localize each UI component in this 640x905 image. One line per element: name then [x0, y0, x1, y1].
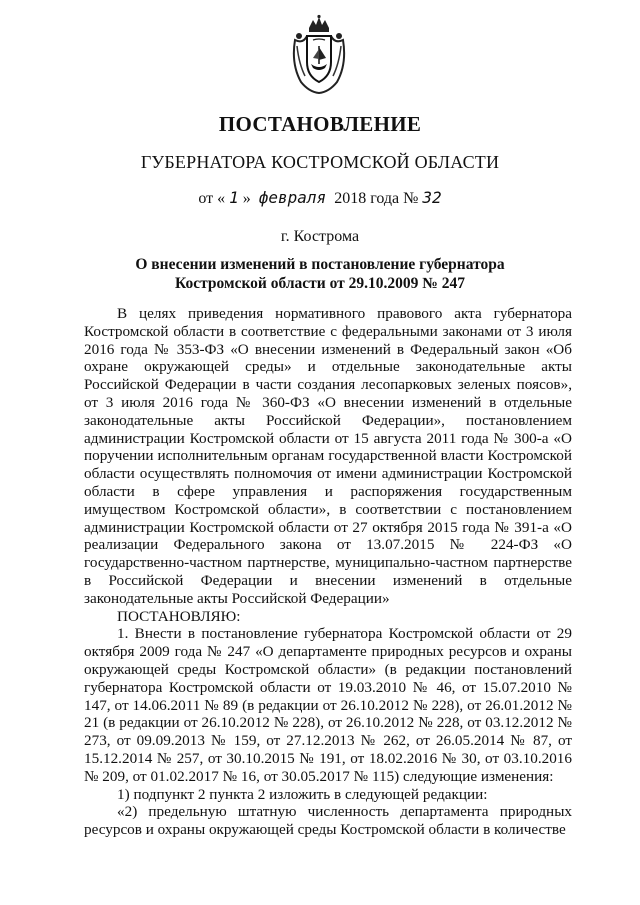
document-body: [84, 305, 572, 839]
date-prefix: от «: [198, 190, 226, 207]
quoted-subitem-paragraph: «2) предельную штатную численность департамента природных ресурсов и охраны окружающей среды Костромской области в количестве: [84, 803, 572, 839]
date-year: 2018 года №: [334, 190, 419, 207]
subitem-1-paragraph: 1) подпункт 2 пункта 2 изложить в следующей редакции:: [117, 785, 488, 803]
issuer-name: ГУБЕРНАТОРА КОСТРОМСКОЙ ОБЛАСТИ: [140, 152, 500, 172]
document-heading: [110, 255, 530, 293]
date-mid: »: [242, 190, 251, 207]
item-1-paragraph: 1. Внести в постановление губернатора Костромской области от 29 октября 2009 года № 247 «О департаменте природных ресурсов и охраны окружающей среды Костромской области» (в редакции постановлений губернатора Костромской области от 19.03.2010 № 46, от 15.07.2010 № 147, от 14.06.2011 № 89 (в редакции от 26.10.2012 № 228), от 26.01.2012 № 21 (в редакции от 26.10.2012 № 228), от 26.10.2012 № 228, от 03.12.2012 № 273, от 09.09.2013 № 159, от 27.12.2013 № 262, от 26.05.2014 № 87, от 15.12.2014 № 257, от 30.10.2015 № 191, от 18.02.2016 № 30, от 03.10.2016 № 209, от 01.02.2017 № 16, от 30.05.2017 № 115) следующие изменения:: [84, 625, 572, 785]
heading-line-1: О внесении изменений в постановление губернатора: [135, 256, 505, 273]
preamble-paragraph: В целях приведения нормативного правового акта губернатора Костромской области в соответствие с федеральными законами от 3 июля 2016 года № 353-ФЗ «О внесении изменений в Федеральный закон «Об охране окружающей среды» и отдельные законодательные акты Российской Федерации в части создания лесопарковых зеленых поясов», от 3 июля 2016 года № 360-ФЗ «О внесении изменений в отдельные законодательные акты Российской Федерации», постановлением администрации Костромской области от 15 августа 2011 года № 300-а «О поручении исполнительным органам государственной власти Костромской области осуществлять полномочия от имени администрации Костромской области в сфере управления и распоряжения государственным имуществом Костромской области», в соответствии с постановлением администрации Костромской области от 27 октября 2015 года № 391-а «О реализации Федерального закона от 13.07.2015 № 224-ФЗ «О государственно-частном партнерстве, муниципально-частном партнерстве в Российской Федерации и внесении изменений в отдельные законодательные акты Российской Федерации»: [84, 305, 572, 607]
city-name: г. Кострома: [280, 228, 360, 245]
date-line: [0, 188, 640, 208]
date-month: февраля: [258, 188, 327, 207]
coat-of-arms-icon: [287, 14, 351, 94]
document-title: ПОСТАНОВЛЕНИЕ: [218, 112, 422, 136]
decree-word: ПОСТАНОВЛЯЮ:: [117, 607, 241, 625]
document-number: 32: [422, 188, 442, 207]
heading-line-2: Костромской области от 29.10.2009 № 247: [175, 275, 465, 292]
date-day: 1: [229, 188, 239, 207]
